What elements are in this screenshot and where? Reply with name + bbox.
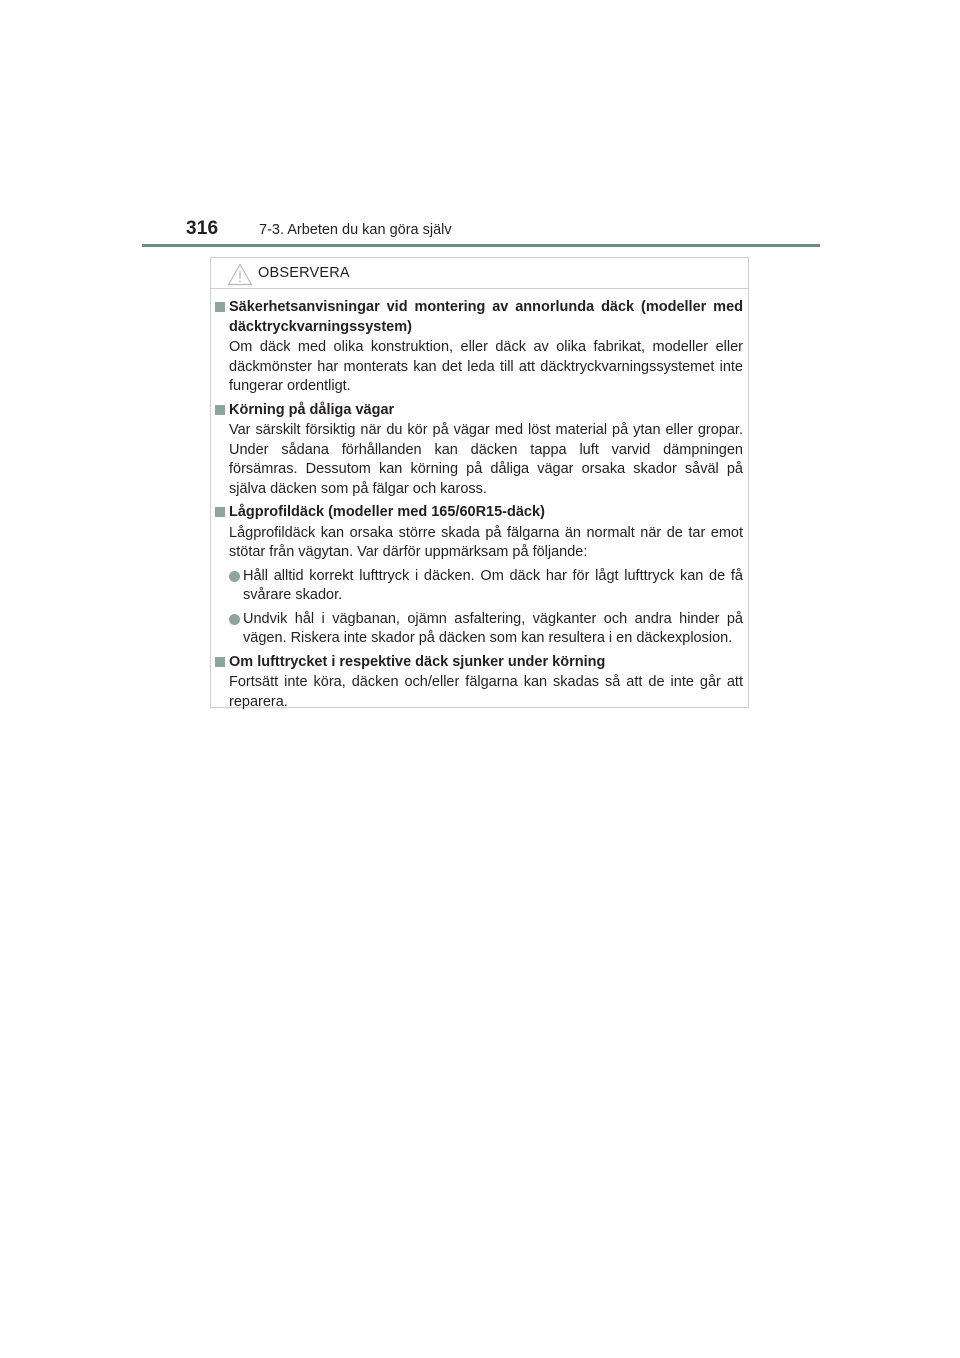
item-heading-text: Om lufttrycket i respektive däck sjunker under körning <box>229 653 606 670</box>
square-bullet-icon <box>215 302 225 312</box>
item-heading-text: Lågprofildäck (modeller med 165/60R15-däck) <box>229 504 545 520</box>
item-heading <box>215 401 743 421</box>
caution-item <box>215 401 743 500</box>
caution-item <box>215 503 743 649</box>
section-title: 7-3. Arbeten du kan göra själv <box>259 222 452 238</box>
bullet-text: Håll alltid korrekt lufttryck i däcken. Om däck har för lågt lufttryck kan de få svårare skador. <box>243 567 743 603</box>
item-text: Lågprofildäck kan orsaka större skada på fälgarna än normalt när de tar emot stötar från vägytan. Var därför uppmärksam på följande: <box>229 524 743 560</box>
circle-bullet-icon <box>229 614 240 625</box>
caution-body <box>215 298 743 716</box>
bullet-text: Undvik hål i vägbanan, ojämn asfaltering, vägkanter och andra hinder på vägen. Riskera inte skador på däcken som kan resultera i en däckexplosion. <box>243 610 743 646</box>
square-bullet-icon <box>215 405 225 415</box>
item-heading-text: Säkerhetsanvisningar vid montering av annorlunda däck (modeller med däcktryckvarningssystem) <box>229 299 743 335</box>
item-heading-text: Körning på dåliga vägar <box>229 401 395 418</box>
page-number: 316 <box>186 218 219 239</box>
warning-triangle-icon <box>227 263 253 286</box>
item-heading <box>215 298 743 337</box>
item-text: Fortsätt inte köra, däcken och/eller fälgarna kan skadas så att de inte går att reparera. <box>229 674 743 710</box>
circle-bullet-icon <box>229 571 240 582</box>
item-text: Var särskilt försiktig när du kör på vägar med löst material på ytan eller gropar. Under sådana förhållanden kan däcken tappa luft varvid dämpningen försämras. Dessutom kan körning på dåliga vägar orsaka skador såväl på själva däcken som på fälgar och kaross. <box>229 422 743 497</box>
caution-item <box>215 653 743 713</box>
square-bullet-icon <box>215 657 225 667</box>
bullet-item <box>215 610 743 649</box>
caution-item <box>215 298 743 397</box>
bullet-item <box>215 567 743 606</box>
caution-box <box>210 257 749 708</box>
caution-title: OBSERVERA <box>258 265 350 281</box>
item-text: Om däck med olika konstruktion, eller däck av olika fabrikat, modeller eller däckmönster har monterats kan det leda till att däcktryckvarningssystemet inte fungerar ordentligt. <box>229 339 743 394</box>
caution-header <box>211 258 748 289</box>
item-heading <box>215 503 743 523</box>
square-bullet-icon <box>215 507 225 517</box>
header-rule <box>142 244 820 247</box>
item-heading <box>215 653 743 673</box>
